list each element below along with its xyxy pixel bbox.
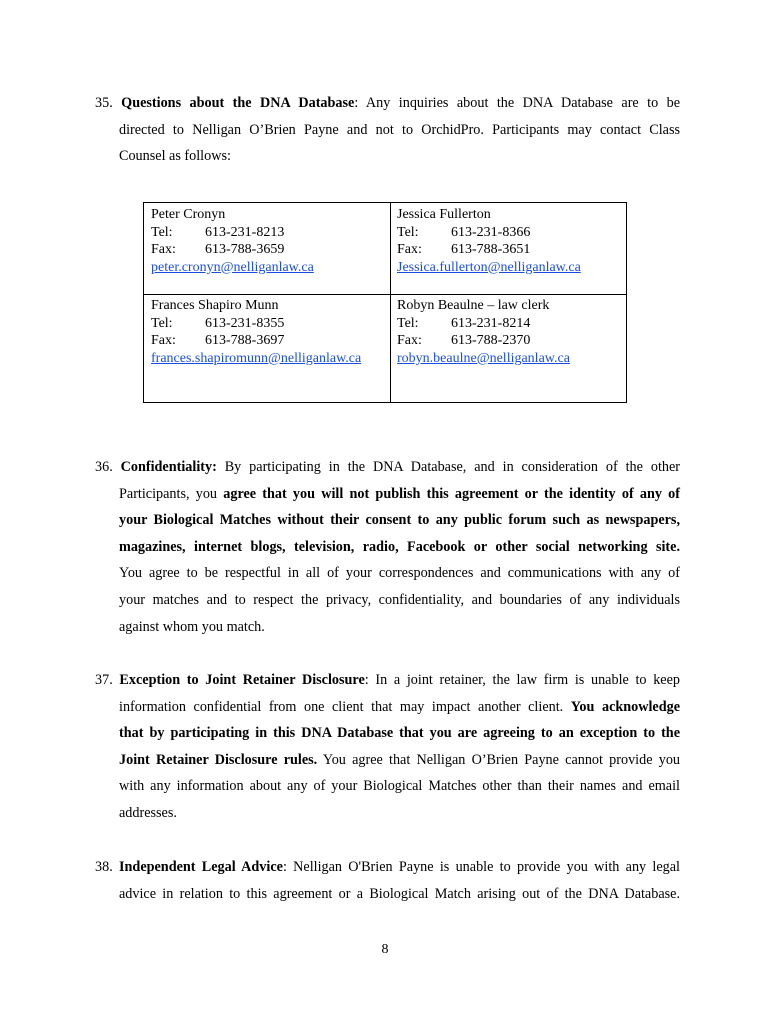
paragraph-37 — [95, 667, 680, 827]
paragraph-text: : In a joint retainer, the law firm is unable to keep — [364, 672, 680, 688]
contact-email-link[interactable]: frances.shapiromunn@nelliganlaw.ca — [151, 350, 362, 366]
paragraph-heading: Exception to Joint Retainer Disclosure — [119, 672, 365, 688]
page-number: 8 — [381, 942, 389, 957]
contact-cell-robyn-beaulne — [390, 294, 570, 367]
contact-email-link[interactable]: Jessica.fullerton@nelliganlaw.ca — [397, 259, 581, 275]
paragraph-37-line-4: Joint Retainer Disclosure rules. You agree that Nelligan O’Brien Payne cannot provide you — [119, 751, 681, 768]
paragraph-heading: Independent Legal Advice — [119, 859, 283, 875]
contacts-table — [143, 202, 627, 403]
paragraph-36-line-7: against whom you match. — [119, 618, 265, 635]
paragraph-36-line-3: your Biological Matches without their consent to any public forum such as newspapers, — [119, 512, 680, 529]
contact-fax: Fax: 613-788-3659 — [151, 242, 285, 258]
paragraph-37-line-6: addresses. — [119, 804, 177, 821]
contact-name: Frances Shapiro Munn — [151, 298, 279, 313]
paragraph-text: : Nelligan O'Brien Payne is unable to provide you with any legal — [282, 859, 680, 875]
paragraph-36-line-2: Participants, you agree that you will not publish this agreement or the identity of any of — [119, 485, 681, 502]
contact-cell-peter-cronyn — [144, 203, 314, 276]
paragraph-number: 35. — [95, 95, 113, 111]
paragraph-37-line-2: information confidential from one client that may impact another client. You acknowledge — [119, 698, 681, 715]
contact-fax: Fax: 613-788-3651 — [397, 242, 531, 258]
contact-fax: Fax: 613-788-3697 — [151, 333, 285, 349]
paragraph-37-line-3: that by participating in this DNA Database that you are agreeing to an exception to the — [119, 725, 680, 742]
contact-cell-frances-shapiro-munn — [144, 294, 361, 367]
paragraph-37-line-5: with any information about any of your Biological Matches other than their names and email — [119, 778, 680, 795]
paragraph-36-line-4: magazines, internet blogs, television, radio, Facebook or other social networking site. — [119, 538, 680, 555]
contact-tel: Tel: 613-231-8366 — [397, 224, 531, 240]
paragraph-number: 36. — [95, 459, 113, 475]
contact-tel: Tel: 613-231-8213 — [151, 224, 285, 240]
paragraph-36 — [95, 454, 680, 640]
paragraph-number: 37. — [95, 672, 113, 688]
contact-name: Peter Cronyn — [151, 207, 226, 222]
paragraph-35-line-1 — [95, 90, 680, 117]
contact-name: Robyn Beaulne – law clerk — [397, 298, 550, 313]
paragraph-number: 38. — [95, 859, 113, 875]
paragraph-38-line-1 — [95, 854, 680, 881]
paragraph-36-line-5: You agree to be respectful in all of your correspondences and communications with any of — [119, 565, 680, 582]
paragraph-heading: Confidentiality: — [120, 459, 217, 475]
paragraph-36-line-6: your matches and to respect the privacy, confidentiality, and boundaries of any individuals — [119, 591, 680, 608]
contact-email-link[interactable]: robyn.beaulne@nelliganlaw.ca — [397, 350, 570, 366]
contact-tel: Tel: 613-231-8355 — [151, 315, 285, 331]
paragraph-35 — [95, 90, 680, 170]
paragraph-36-line-1 — [95, 454, 680, 481]
contact-tel: Tel: 613-231-8214 — [397, 315, 531, 331]
paragraph-37-line-1 — [95, 667, 680, 694]
paragraph-38-line-2: advice in relation to this agreement or a Biological Match arising out of the DNA Database. — [119, 885, 680, 902]
contact-name: Jessica Fullerton — [397, 207, 491, 222]
contact-email-link[interactable]: peter.cronyn@nelliganlaw.ca — [151, 259, 314, 275]
paragraph-heading: Questions about the DNA Database — [121, 95, 355, 111]
paragraph-text: : Any inquiries about the DNA Database are to be — [354, 95, 681, 111]
paragraph-35-line-3: Counsel as follows: — [119, 148, 231, 165]
paragraph-38 — [95, 854, 680, 907]
paragraph-35-line-2: directed to Nelligan O’Brien Payne and not to OrchidPro. Participants may contact Class — [119, 121, 680, 138]
paragraph-text: By participating in the DNA Database, and in consideration of the other — [216, 459, 680, 475]
contact-fax: Fax: 613-788-2370 — [397, 333, 531, 349]
contact-cell-jessica-fullerton — [390, 203, 581, 276]
